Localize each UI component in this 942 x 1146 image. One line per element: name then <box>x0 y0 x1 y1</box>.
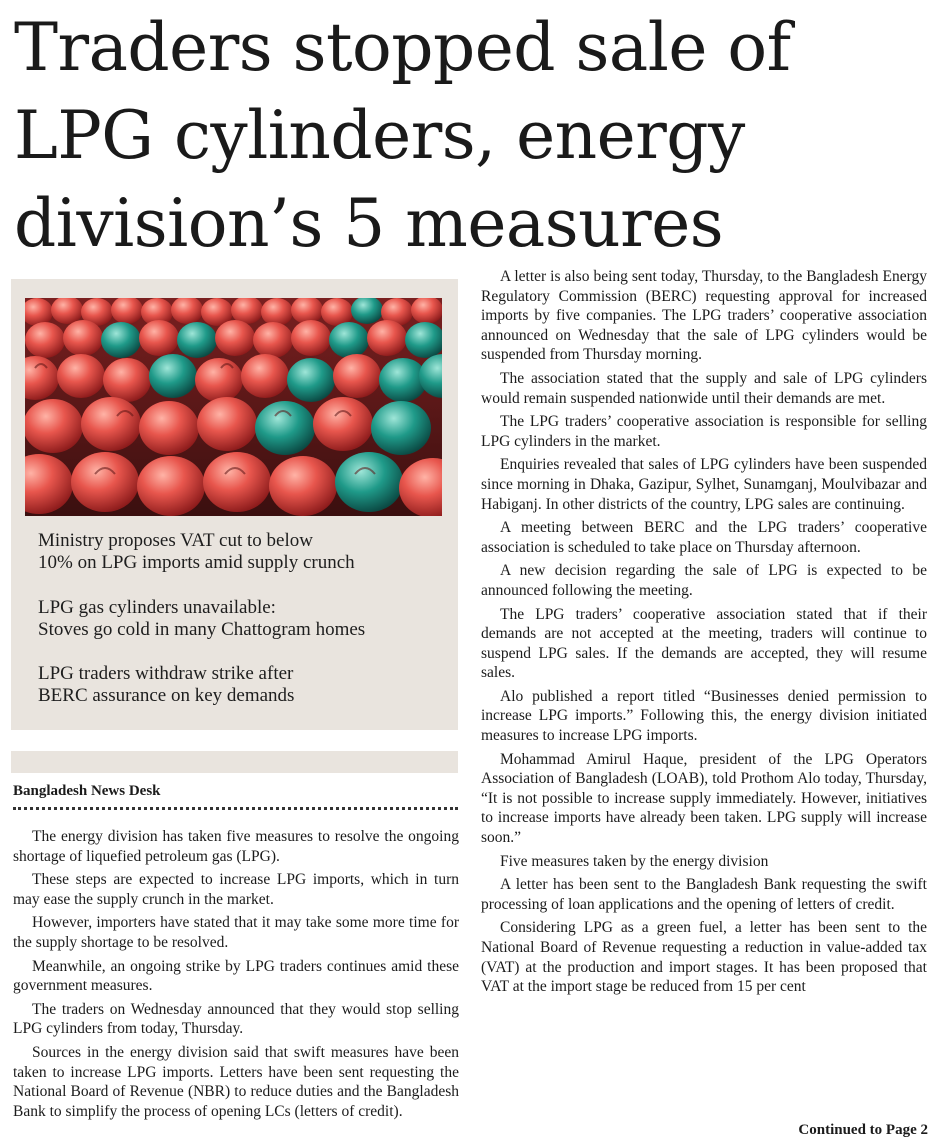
divider-band <box>11 751 458 773</box>
paragraph: The LPG traders’ cooperative association is responsible for selling LPG cylinders in the market. <box>481 413 927 450</box>
paragraph: Enquiries revealed that sales of LPG cylinders have been suspended since morning in Dhaka, Gazipur, Sylhet, Sunamganj, Moulvibazar and Habiganj. In other districts of the country, LPG sales are continuing. <box>481 456 927 513</box>
article-column-left <box>13 827 459 1125</box>
paragraph: A new decision regarding the sale of LPG is expected to be announced following the meeting. <box>481 562 927 599</box>
byline: Bangladesh News Desk <box>13 783 161 799</box>
dotted-divider <box>13 807 458 810</box>
paragraph: Alo published a report titled “Businesses denied permission to increase LPG imports.” Following this, the energy division initiated measures to increase LPG imports. <box>481 687 927 745</box>
paragraph: Considering LPG as a green fuel, a letter has been sent to the National Board of Revenue requesting a reduction in value-added tax (VAT) at the production and import stages. It has been proposed that VAT at the import stage be reduced from 15 per cent <box>481 919 927 996</box>
related-story-2-line-1: LPG gas cylinders unavailable: <box>38 597 276 618</box>
paragraph: The association stated that the supply and sale of LPG cylinders would remain suspended nationwide until their demands are met. <box>481 369 927 407</box>
paragraph: Sources in the energy division said that swift measures have been taken to increase LPG imports. Letters have been sent requesting the National Board of Revenue (NBR) to reduce duties and the Bangladesh Bank to simplify the process of opening LCs (letters of credit). <box>13 1043 459 1120</box>
continued-link[interactable]: Continued to Page 2 <box>798 1122 928 1138</box>
paragraph: The energy division has taken five measures to resolve the ongoing shortage of liquefied petroleum gas (LPG). <box>13 828 459 865</box>
related-story-1-line-1: Ministry proposes VAT cut to below <box>38 530 313 551</box>
related-story-2-line-2: Stoves go cold in many Chattogram homes <box>38 619 366 640</box>
related-stories-box <box>11 279 458 730</box>
paragraph: A meeting between BERC and the LPG traders’ cooperative association is scheduled to take place on Thursday afternoon. <box>481 519 927 556</box>
paragraph: Meanwhile, an ongoing strike by LPG traders continues amid these government measures. <box>13 957 459 995</box>
headline <box>14 4 934 268</box>
related-story-1[interactable] <box>38 530 448 574</box>
paragraph: The LPG traders’ cooperative association stated that if their demands are not accepted at the meeting, traders will continue to suspend LPG sales. If the demands are accepted, they will resume sales. <box>481 605 927 682</box>
subheading: Five measures taken by the energy division <box>500 852 769 870</box>
paragraph: However, importers have stated that it may take some more time for the supply shortage to be resolved. <box>13 914 459 951</box>
lpg-cylinders-photo <box>25 298 442 516</box>
related-story-3-line-1: LPG traders withdraw strike after <box>38 663 294 684</box>
paragraph: A letter is also being sent today, Thursday, to the Bangladesh Energy Regulatory Commission (BERC) requesting approval for increased imports by five companies. The LPG traders’ cooperative association announced on Wednesday that the sale of LPG cylinders would be suspended from Thursday morning. <box>481 268 927 364</box>
related-story-3-line-2: BERC assurance on key demands <box>38 685 295 706</box>
headline-line-1: Traders stopped sale of <box>14 9 791 86</box>
related-story-2[interactable] <box>38 597 448 641</box>
paragraph: These steps are expected to increase LPG imports, which in turn may ease the supply crunch in the market. <box>13 871 459 908</box>
related-story-1-line-2: 10% on LPG imports amid supply crunch <box>38 552 355 573</box>
headline-line-3: division’s 5 measures <box>14 185 724 262</box>
headline-line-2: LPG cylinders, energy <box>14 97 745 174</box>
article-column-right <box>481 267 927 1001</box>
related-story-3[interactable] <box>38 663 448 707</box>
paragraph: A letter has been sent to the Bangladesh Bank requesting the swift processing of loan applications and the opening of letters of credit. <box>481 876 927 913</box>
paragraph: Mohammad Amirul Haque, president of the LPG Operators Association of Bangladesh (LOAB), told Prothom Alo today, Thursday, “It is not possible to increase supply immediately. However, initiatives to increase imports have already been taken. LPG supply will increase soon.” <box>481 750 927 847</box>
paragraph: The traders on Wednesday announced that they would stop selling LPG cylinders from today, Thursday. <box>13 1000 459 1038</box>
